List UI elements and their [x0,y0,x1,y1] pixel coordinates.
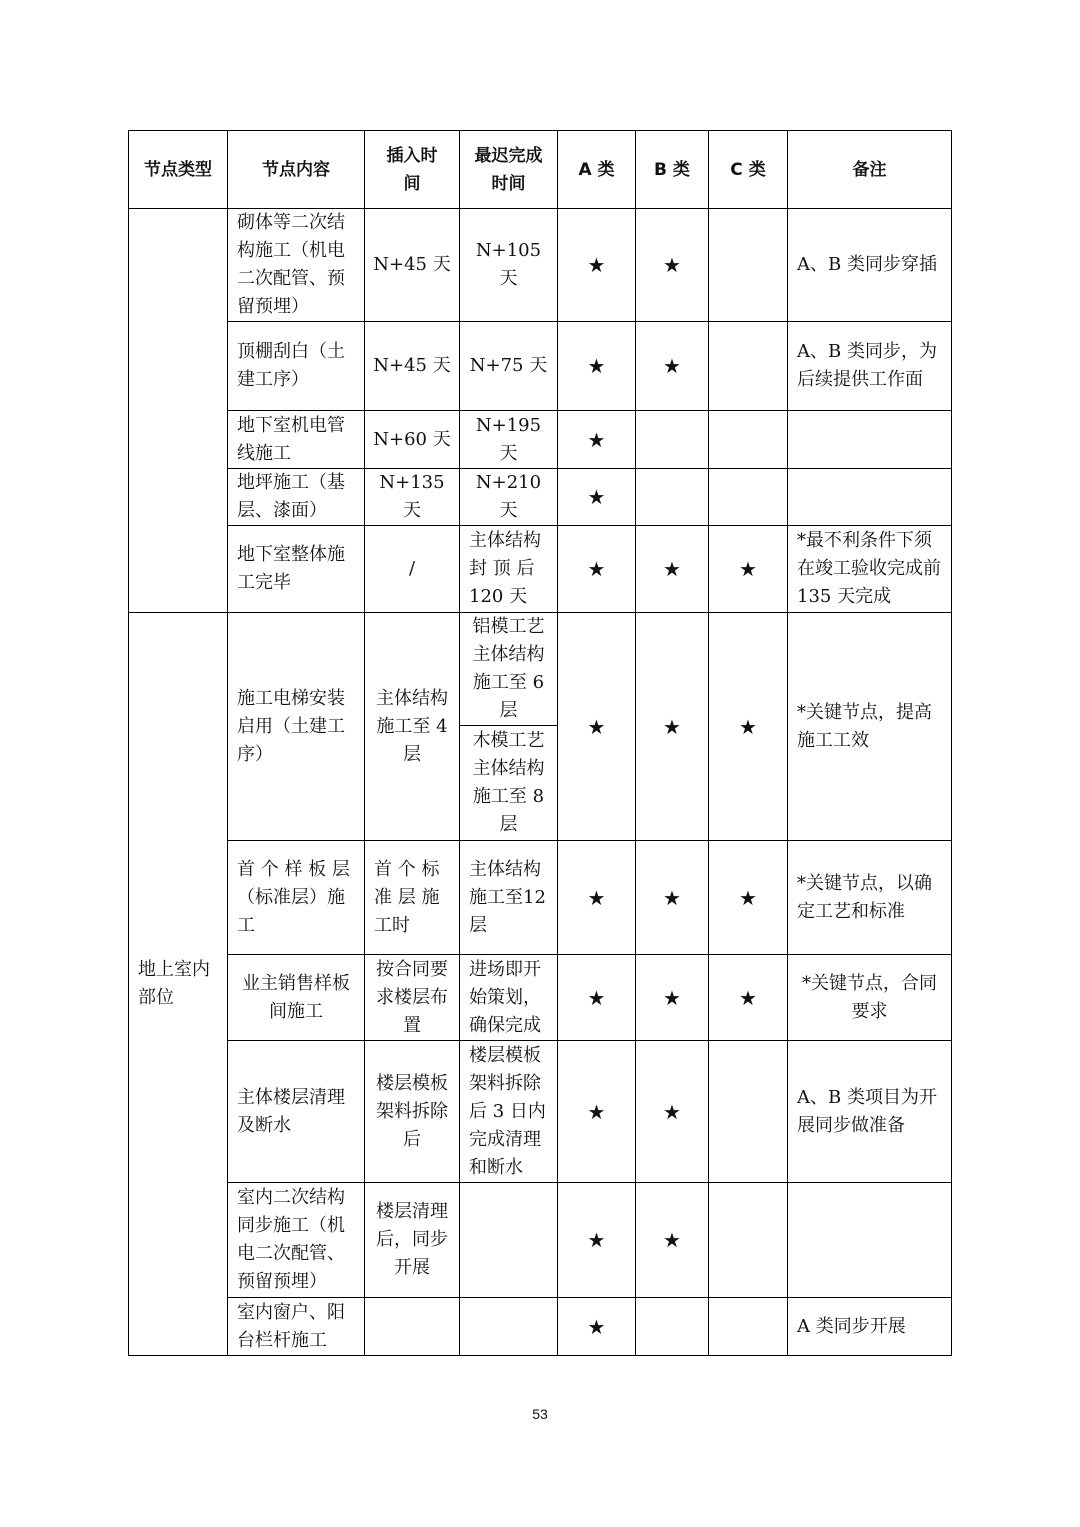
c-star: ★ [709,613,788,841]
c-star [709,1183,788,1298]
content-cell: 地下室机电管线施工 [228,411,365,469]
insert-cell: N+45 天 [365,322,460,411]
a-star: ★ [558,613,636,841]
note-cell: A、B 类同步，为后续提供工作面 [788,322,952,411]
note-cell [788,469,952,526]
b-star: ★ [636,1041,709,1183]
c-star [709,469,788,526]
insert-cell: N+135 天 [365,469,460,526]
insert-cell: N+60 天 [365,411,460,469]
a-star: ★ [558,1183,636,1298]
b-star [636,411,709,469]
deadline-cell: N+195 天 [460,411,558,469]
table-row [129,322,952,411]
insert-cell: / [365,526,460,613]
content-cell: 室内窗户、阳台栏杆施工 [228,1298,365,1356]
insert-cell: 首 个 标 准 层 施 工时 [365,841,460,955]
b-star [636,469,709,526]
a-star: ★ [558,1041,636,1183]
b-star: ★ [636,322,709,411]
schedule-table [128,130,952,1356]
insert-cell: 按合同要求楼层布置 [365,955,460,1041]
note-cell: *关键节点，合同要求 [788,955,952,1041]
b-star: ★ [636,209,709,322]
content-cell: 顶棚刮白（土建工序） [228,322,365,411]
note-cell: *关键节点，以确定工艺和标准 [788,841,952,955]
content-cell: 地坪施工（基层、漆面） [228,469,365,526]
node-type-cell: 地上室内部位 [129,613,228,1356]
a-star: ★ [558,841,636,955]
content-cell: 业主销售样板间施工 [228,955,365,1041]
deadline-cell [460,613,558,841]
c-star [709,209,788,322]
content-cell: 首 个 样 板 层（标准层）施工 [228,841,365,955]
c-star [709,1041,788,1183]
a-star: ★ [558,411,636,469]
b-star [636,1298,709,1356]
note-cell [788,1183,952,1298]
insert-cell: 楼层模板架料拆除后 [365,1041,460,1183]
note-cell: A、B 类项目为开展同步做准备 [788,1041,952,1183]
note-cell: A 类同步开展 [788,1298,952,1356]
c-star: ★ [709,526,788,613]
insert-cell: N+45 天 [365,209,460,322]
table-row [129,209,952,322]
deadline-cell [460,1183,558,1298]
content-cell: 主体楼层清理及断水 [228,1041,365,1183]
insert-cell [365,1298,460,1356]
b-star: ★ [636,841,709,955]
note-cell: A、B 类同步穿插 [788,209,952,322]
deadline-wood-formwork: 木模工艺主体结构施工至 8 层 [472,729,545,835]
header-row [129,131,952,209]
a-star: ★ [558,469,636,526]
deadline-aluminum-formwork: 铝模工艺主体结构施工至 6 层 [460,614,557,726]
content-cell: 地下室整体施工完毕 [228,526,365,613]
page-number: 53 [532,1406,548,1422]
note-cell [788,411,952,469]
c-star [709,411,788,469]
b-star: ★ [636,613,709,841]
deadline-cell: 主体结构封 顶 后120 天 [460,526,558,613]
header-b: B 类 [636,131,709,209]
content-cell: 施工电梯安装启用（土建工序） [228,613,365,841]
deadline-cell: N+105 天 [460,209,558,322]
table-row [129,469,952,526]
deadline-cell: N+75 天 [460,322,558,411]
deadline-cell: N+210 天 [460,469,558,526]
header-c: C 类 [709,131,788,209]
insert-cell: 楼层清理后，同步开展 [365,1183,460,1298]
deadline-cell: 进场即开始策划，确保完成 [460,955,558,1041]
deadline-cell [460,1298,558,1356]
note-cell: *最不利条件下须在竣工验收完成前 135 天完成 [788,526,952,613]
table-row [129,1183,952,1298]
table-row [129,411,952,469]
a-star: ★ [558,1298,636,1356]
header-node-content: 节点内容 [228,131,365,209]
table-row [129,1298,952,1356]
table-row [129,1041,952,1183]
content-cell: 砌体等二次结构施工（机电二次配管、预留预埋） [228,209,365,322]
header-insert-time: 插入时间 [365,131,460,209]
b-star: ★ [636,1183,709,1298]
note-cell: *关键节点，提高施工工效 [788,613,952,841]
header-deadline: 最迟完成时间 [460,131,558,209]
c-star: ★ [709,841,788,955]
table-row [129,955,952,1041]
a-star: ★ [558,955,636,1041]
deadline-cell: 楼层模板架料拆除后 3 日内完成清理和断水 [460,1041,558,1183]
c-star [709,1298,788,1356]
a-star: ★ [558,526,636,613]
a-star: ★ [558,209,636,322]
header-node-type: 节点类型 [129,131,228,209]
deadline-cell: 主体结构施工至12 层 [460,841,558,955]
header-a: A 类 [558,131,636,209]
insert-cell: 主体结构施工至 4 层 [365,613,460,841]
b-star: ★ [636,526,709,613]
c-star: ★ [709,955,788,1041]
table-row [129,526,952,613]
c-star [709,322,788,411]
header-note: 备注 [788,131,952,209]
content-cell: 室内二次结构同步施工（机电二次配管、预留预埋） [228,1183,365,1298]
a-star: ★ [558,322,636,411]
node-type-cell [129,209,228,613]
b-star: ★ [636,955,709,1041]
table-row [129,613,952,841]
table-row [129,841,952,955]
